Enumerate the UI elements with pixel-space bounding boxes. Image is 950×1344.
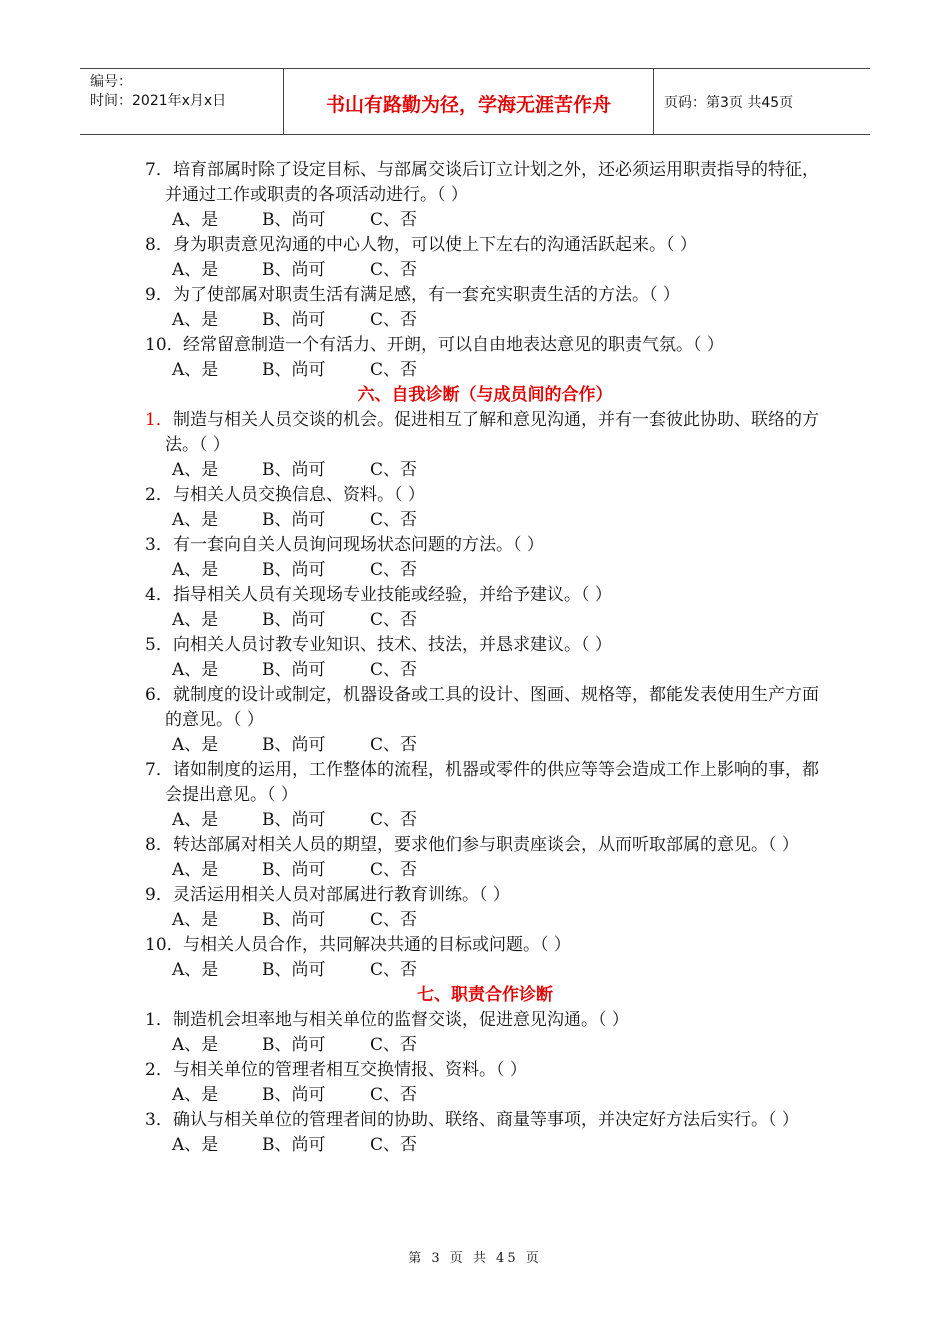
- question-text: 与相关人员合作，共同解决共通的目标或问题。（ ）: [183, 935, 571, 955]
- option-yes[interactable]: A、是: [172, 660, 219, 680]
- option-fair[interactable]: B、尚可: [262, 460, 326, 480]
- option-fair[interactable]: B、尚可: [262, 560, 326, 580]
- question-number: 6．: [145, 685, 173, 705]
- question-text: 转达部属对相关人员的期望，要求他们参与职责座谈会，从而听取部属的意见。（ ）: [173, 835, 799, 855]
- question-text: 制造与相关人员交谈的机会。促进相互了解和意见沟通，并有一套彼此协助、联络的方法。（ ）: [165, 410, 819, 455]
- question-number: 7．: [145, 760, 173, 780]
- question-number: 10．: [145, 335, 184, 355]
- answer-options: [172, 508, 950, 533]
- question-number: 7．: [145, 160, 173, 180]
- option-yes[interactable]: A、是: [172, 460, 219, 480]
- question-text: 为了使部属对职责生活有满足感，有一套充实职责生活的方法。（ ）: [173, 285, 680, 305]
- header-motto: 书山有路勤为径，学海无涯苦作舟: [284, 69, 654, 134]
- document-body: [0, 158, 950, 1158]
- question-number: 5．: [145, 635, 173, 655]
- answer-options: [172, 358, 950, 383]
- question-item: [145, 583, 825, 608]
- section-title: 七、职责合作诊断: [417, 985, 553, 1005]
- option-no[interactable]: C、否: [370, 610, 418, 630]
- question-item: [145, 683, 825, 733]
- option-fair[interactable]: B、尚可: [262, 960, 326, 980]
- option-no[interactable]: C、否: [370, 1135, 418, 1155]
- option-fair[interactable]: B、尚可: [262, 610, 326, 630]
- header-meta: [80, 69, 284, 134]
- time-label: 时间：2021年x月x日: [90, 93, 227, 109]
- option-fair[interactable]: B、尚可: [262, 810, 326, 830]
- option-no[interactable]: C、否: [370, 910, 418, 930]
- header-page-info: 页码：第3页 共45页: [664, 94, 794, 111]
- question-item: [145, 633, 825, 658]
- answer-options: [172, 808, 950, 833]
- page-header: [80, 68, 870, 135]
- answer-options: [172, 858, 950, 883]
- question-text: 就制度的设计或制定，机器设备或工具的设计、图画、规格等，都能发表使用生产方面的意见。（ ）: [165, 685, 819, 730]
- question-item: [145, 283, 825, 308]
- question-text: 灵活运用相关人员对部属进行教育训练。（ ）: [173, 885, 510, 905]
- option-yes[interactable]: A、是: [172, 610, 219, 630]
- option-fair[interactable]: B、尚可: [262, 910, 326, 930]
- option-yes[interactable]: A、是: [172, 510, 219, 530]
- option-yes[interactable]: A、是: [172, 310, 219, 330]
- answer-options: [172, 608, 950, 633]
- option-fair[interactable]: B、尚可: [262, 660, 326, 680]
- question-item: [145, 883, 825, 908]
- section-title: 六、自我诊断（与成员间的合作）: [357, 385, 613, 405]
- answer-options: [172, 558, 950, 583]
- answer-options: [172, 958, 950, 983]
- question-number: 3．: [145, 535, 173, 555]
- question-text: 向相关人员讨教专业知识、技术、技法，并恳求建议。（ ）: [173, 635, 612, 655]
- answer-options: [172, 308, 950, 333]
- question-number: 3．: [145, 1110, 173, 1130]
- question-item: [145, 408, 825, 458]
- answer-options: [172, 458, 950, 483]
- option-no[interactable]: C、否: [370, 460, 418, 480]
- option-yes[interactable]: A、是: [172, 210, 219, 230]
- question-item: [145, 833, 825, 858]
- question-item: [145, 1108, 825, 1133]
- answer-options: [172, 733, 950, 758]
- option-no[interactable]: C、否: [370, 960, 418, 980]
- question-item: [145, 1008, 825, 1033]
- option-fair[interactable]: B、尚可: [262, 1135, 326, 1155]
- option-fair[interactable]: B、尚可: [262, 735, 326, 755]
- answer-options: [172, 208, 950, 233]
- question-number: 1．: [145, 410, 173, 430]
- option-fair[interactable]: B、尚可: [262, 210, 326, 230]
- option-yes[interactable]: A、是: [172, 1135, 219, 1155]
- option-fair[interactable]: B、尚可: [262, 860, 326, 880]
- option-yes[interactable]: A、是: [172, 260, 219, 280]
- option-fair[interactable]: B、尚可: [262, 1035, 326, 1055]
- option-yes[interactable]: A、是: [172, 360, 219, 380]
- question-number: 2．: [145, 1060, 173, 1080]
- number-label: 编号：: [90, 74, 132, 90]
- question-text: 有一套向自关人员询问现场状态问题的方法。（ ）: [173, 535, 544, 555]
- question-number: 1．: [145, 1010, 173, 1030]
- option-fair[interactable]: B、尚可: [262, 310, 326, 330]
- option-no[interactable]: C、否: [370, 560, 418, 580]
- question-item: [145, 158, 825, 208]
- option-yes[interactable]: A、是: [172, 860, 219, 880]
- question-number: 8．: [145, 835, 173, 855]
- answer-options: [172, 1033, 950, 1058]
- option-no[interactable]: C、否: [370, 310, 418, 330]
- question-item: [145, 483, 825, 508]
- question-item: [145, 933, 825, 958]
- option-no[interactable]: C、否: [370, 735, 418, 755]
- question-item: [145, 758, 825, 808]
- answer-options: [172, 1083, 950, 1108]
- option-no[interactable]: C、否: [370, 210, 418, 230]
- question-item: [145, 1058, 825, 1083]
- answer-options: [172, 908, 950, 933]
- question-number: 9．: [145, 285, 173, 305]
- option-no[interactable]: C、否: [370, 1085, 418, 1105]
- question-number: 4．: [145, 585, 173, 605]
- answer-options: [172, 258, 950, 283]
- option-no[interactable]: C、否: [370, 860, 418, 880]
- question-item: [145, 233, 825, 258]
- option-fair[interactable]: B、尚可: [262, 260, 326, 280]
- answer-options: [172, 658, 950, 683]
- question-text: 指导相关人员有关现场专业技能或经验，并给予建议。（ ）: [173, 585, 612, 605]
- option-no[interactable]: C、否: [370, 1035, 418, 1055]
- page-footer: 第 3 页 共 45 页: [408, 1251, 542, 1266]
- question-text: 与相关人员交换信息、资料。（ ）: [173, 485, 425, 505]
- option-fair[interactable]: B、尚可: [262, 1085, 326, 1105]
- option-no[interactable]: C、否: [370, 510, 418, 530]
- option-no[interactable]: C、否: [370, 660, 418, 680]
- question-number: 9．: [145, 885, 173, 905]
- question-number: 8．: [145, 235, 173, 255]
- option-fair[interactable]: B、尚可: [262, 360, 326, 380]
- question-text: 制造机会坦率地与相关单位的监督交谈，促进意见沟通。（ ）: [173, 1010, 629, 1030]
- option-yes[interactable]: A、是: [172, 960, 219, 980]
- question-item: [145, 333, 825, 358]
- question-text: 身为职责意见沟通的中心人物，可以使上下左右的沟通活跃起来。（ ）: [173, 235, 697, 255]
- option-fair[interactable]: B、尚可: [262, 510, 326, 530]
- answer-options: [172, 1133, 950, 1158]
- question-item: [145, 533, 825, 558]
- option-no[interactable]: C、否: [370, 360, 418, 380]
- option-yes[interactable]: A、是: [172, 910, 219, 930]
- question-text: 诸如制度的运用，工作整体的流程，机器或零件的供应等等会造成工作上影响的事，都会提出意见。（ ）: [165, 760, 819, 805]
- option-no[interactable]: C、否: [370, 810, 418, 830]
- question-number: 10．: [145, 935, 184, 955]
- question-text: 培育部属时除了设定目标、与部属交谈后订立计划之外，还必须运用职责指导的特征，并通过工作或职责的各项活动进行。（ ）: [165, 160, 819, 205]
- question-text: 确认与相关单位的管理者间的协助、联络、商量等事项，并决定好方法后实行。（ ）: [173, 1110, 799, 1130]
- question-number: 2．: [145, 485, 173, 505]
- option-yes[interactable]: A、是: [172, 1085, 219, 1105]
- question-text: 经常留意制造一个有活力、开朗，可以自由地表达意见的职责气氛。（ ）: [183, 335, 724, 355]
- option-yes[interactable]: A、是: [172, 560, 219, 580]
- option-yes[interactable]: A、是: [172, 735, 219, 755]
- option-no[interactable]: C、否: [370, 260, 418, 280]
- option-yes[interactable]: A、是: [172, 1035, 219, 1055]
- option-yes[interactable]: A、是: [172, 810, 219, 830]
- question-text: 与相关单位的管理者相互交换情报、资料。（ ）: [173, 1060, 527, 1080]
